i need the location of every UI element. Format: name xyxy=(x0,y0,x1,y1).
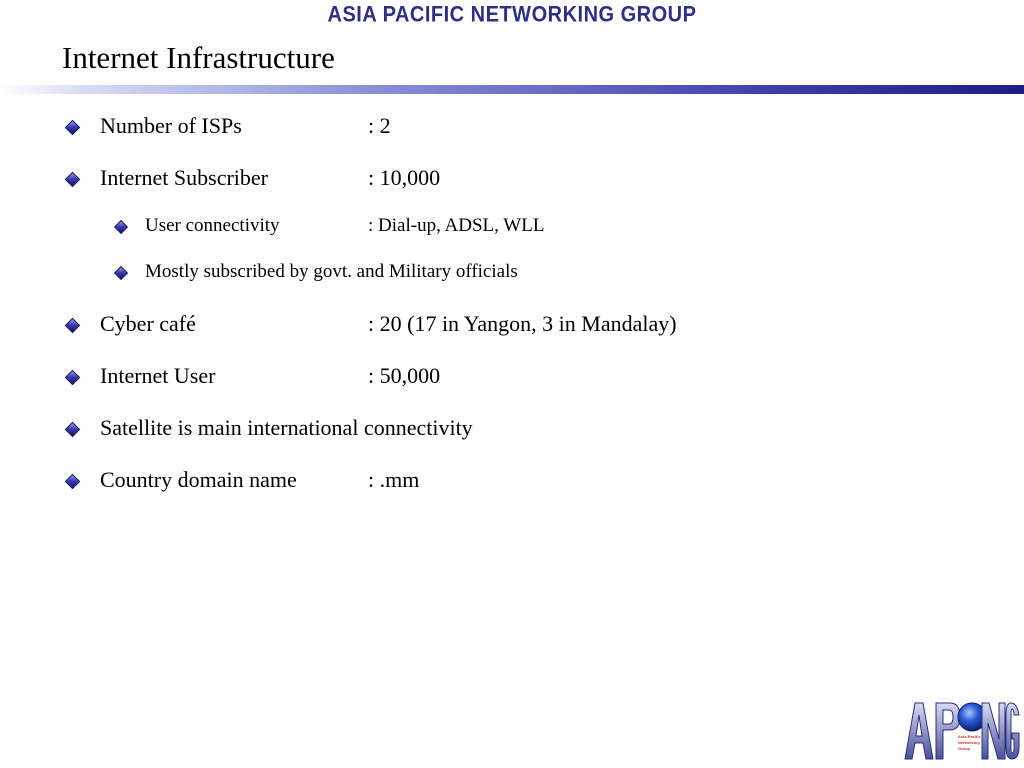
diamond-bullet-icon xyxy=(114,220,128,234)
logo-tagline: Asia-Pacific xyxy=(958,734,981,739)
bullet-label: Country domain name xyxy=(100,467,297,492)
diamond-bullet-icon xyxy=(65,172,81,188)
banner-title: ASIA PACIFIC NETWORKING GROUP xyxy=(327,2,697,28)
diamond-bullet-icon xyxy=(114,266,128,280)
logo-tagline: Networking xyxy=(958,740,980,745)
bullet-label: Mostly subscribed by govt. and Military officials xyxy=(145,261,518,282)
bullet-value: : 50,000 xyxy=(368,363,441,388)
bullet-label: Internet Subscriber xyxy=(100,165,268,190)
diamond-bullet-icon xyxy=(65,422,81,438)
title-divider xyxy=(0,85,1024,94)
bullet-label: User connectivity xyxy=(145,215,280,236)
bullet-value: : Dial-up, ADSL, WLL xyxy=(368,215,545,236)
bullet-value: : 20 (17 in Yangon, 3 in Mandalay) xyxy=(368,311,677,336)
bullet-label: Number of ISPs xyxy=(100,113,242,138)
bullet-label: Cyber café xyxy=(100,311,196,336)
apng-logo xyxy=(902,695,1020,763)
diamond-bullet-icon xyxy=(65,318,81,334)
bullet-value: : 2 xyxy=(368,113,391,138)
diamond-bullet-icon xyxy=(65,120,81,136)
bullet-label: Satellite is main international connectivity xyxy=(100,415,473,440)
diamond-bullet-icon xyxy=(65,474,81,490)
page-title: Internet Infrastructure xyxy=(62,40,335,75)
bullet-value: : 10,000 xyxy=(368,165,441,190)
diamond-bullet-icon xyxy=(65,370,81,386)
bullet-label: Internet User xyxy=(100,363,216,388)
logo-tagline: Group xyxy=(958,746,970,751)
bullet-value: : .mm xyxy=(368,467,420,492)
